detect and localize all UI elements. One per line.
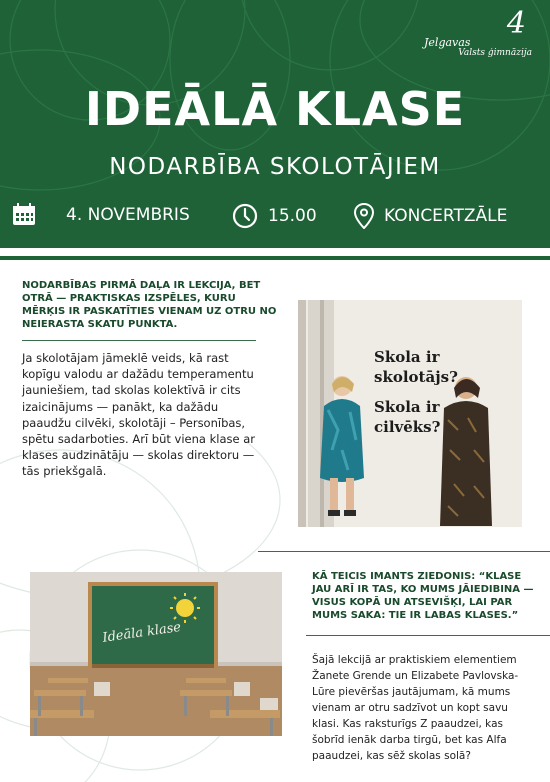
logo-number: 4: [506, 6, 526, 41]
page-subtitle: NODARBĪBA SKOLOTĀJIEM: [109, 154, 441, 180]
header-banner: [0, 0, 550, 248]
clock-icon: [232, 203, 258, 229]
photo-classroom: [30, 572, 282, 736]
event-date: [12, 203, 190, 227]
body-paragraph-2: Šajā lekcijā ar praktiskiem elementiem Žanete Grende un Elizabete Pavlovska-Lūre pievēršas jautājumam, kā mums vienam ar otru sadzīvot un kopt savu klasi. Kas raksturīgs Z paaudzei, kas šobrīd ienāk darba tirgū, bet kas Alfa paaudzei, kas sēž skolas solā?: [312, 654, 519, 762]
event-place: [354, 203, 507, 229]
event-place-text: KONCERTZĀLE: [384, 206, 508, 226]
header-divider: [0, 256, 550, 260]
sign-line-2: skolotājs?: [374, 368, 458, 386]
logo-line1: Jelgavas: [424, 36, 471, 49]
body-paragraph-1: Ja skolotājam jāmeklē veids, kā rast kopīgu valodu ar dažādu temperamentu jauniešiem, tad skolas kolektīvā ir cits izaicinājums — panākt, ka dažādu paaudžu cilvēki, skolotāji – Personības, spētu sadarboties. Arī būt viena klase ar klases audzinātāju — skolas direktoru — tās priekšgalā.: [22, 351, 256, 479]
quote-paragraph: KĀ TEICIS IMANTS ZIEDONIS: “KLASE JAU ARĪ IR TAS, KO MUMS JĀIEDIBINA — VISUS KOPĀ UN ATSEVIŠĶI, LAI PAR MUMS SAKA: TIE IR LABAS KLASES.”: [312, 571, 534, 621]
lead-paragraph: NODARBĪBAS PIRMĀ DAĻA IR LEKCIJA, BET OTRĀ — PRAKTISKAS IZSPĒLES, KURU MĒRĶIS IR PASKATĪTIES VIENAM UZ OTRU NO NEIERASTA SKATU PUNKTA.: [22, 280, 277, 330]
school-logo: [416, 8, 536, 58]
photo-teachers: [298, 300, 522, 527]
page-title: IDEĀLĀ KLASE: [84, 82, 466, 136]
sign-line-1: Skola ir: [374, 348, 440, 366]
event-date-text: 4. NOVEMBRIS: [66, 205, 190, 225]
location-pin-icon: [354, 203, 374, 229]
logo-line2: Valsts ģimnāzija: [458, 48, 532, 58]
sign-line-4: cilvēks?: [374, 418, 441, 436]
event-time-text: 15.00: [268, 206, 317, 226]
event-time: [232, 203, 317, 229]
sign-line-3: Skola ir: [374, 398, 440, 416]
quote-underline: [306, 635, 550, 636]
calendar-icon: [12, 203, 36, 227]
board-text: Ideāla klase: [101, 619, 182, 646]
lead-underline: [22, 340, 256, 341]
mid-divider: [258, 551, 550, 552]
